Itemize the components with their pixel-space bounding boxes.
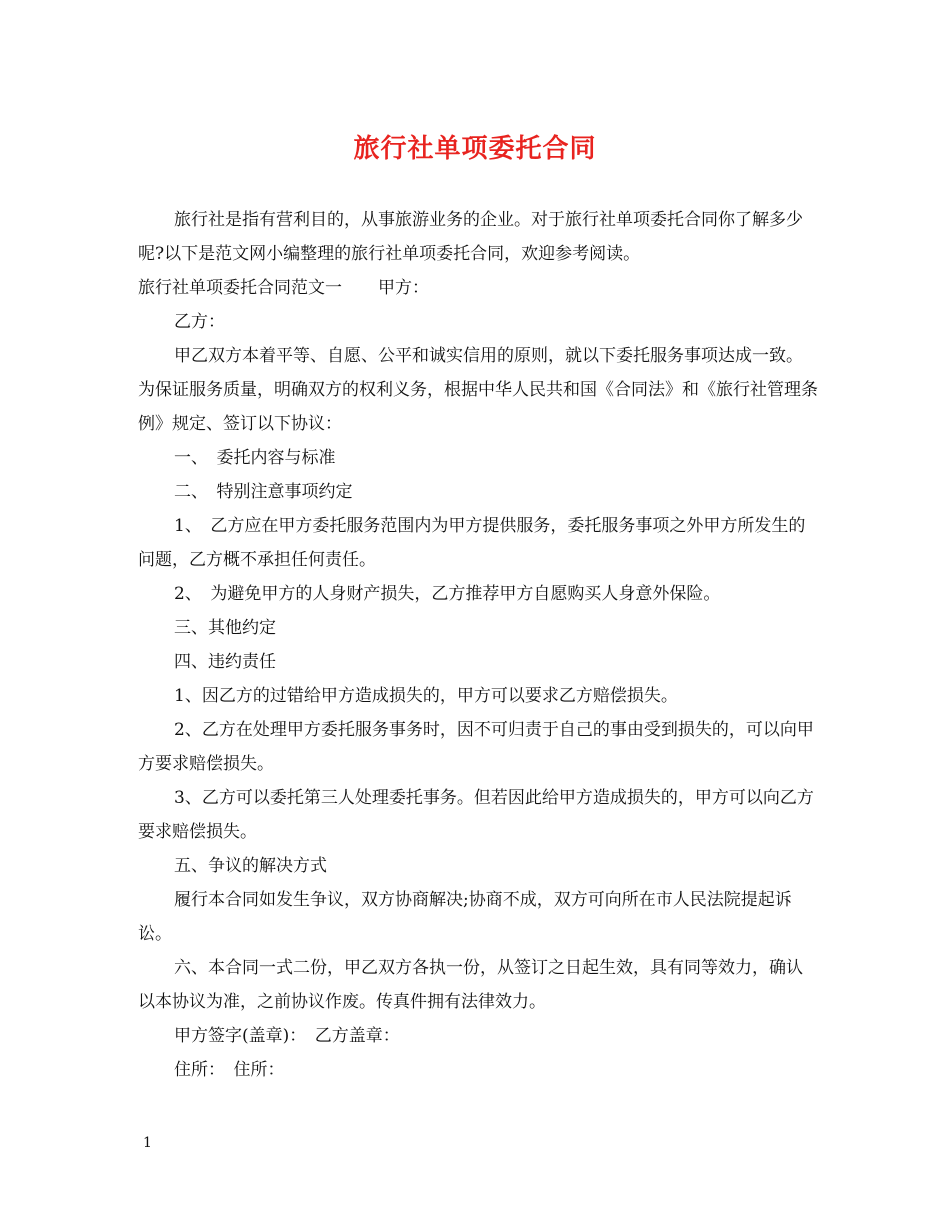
document-title: 旅行社单项委托合同 bbox=[353, 134, 597, 164]
clause-paragraph: 1、因乙方的过错给甲方造成损失的，甲方可以要求乙方赔偿损失。 bbox=[174, 686, 678, 706]
signature-line: 甲方签字(盖章)： 乙方盖章： bbox=[174, 1026, 400, 1046]
party-a-label: 甲方： bbox=[378, 278, 429, 298]
address-line: 住所： 住所： bbox=[174, 1060, 285, 1080]
preamble-paragraph: 甲乙双方本着平等、自愿、公平和诚实信用的原则，就以下委托服务事项达成一致。为保证服务质量，明确双方的权利义务，根据中华人民共和国《合同法》和《旅行社管理条例》规定、签订以下协议： bbox=[138, 346, 818, 434]
section-heading: 二、 特别注意事项约定 bbox=[174, 482, 353, 502]
section-heading: 一、 委托内容与标准 bbox=[174, 448, 336, 468]
page-number: 1 bbox=[143, 1135, 152, 1151]
section-heading: 五、争议的解决方式 bbox=[174, 856, 327, 876]
clause-paragraph: 1、 乙方应在甲方委托服务范围内为甲方提供服务，委托服务事项之外甲方所发生的问题，乙方概不承担任何责任。 bbox=[138, 516, 806, 570]
clause-paragraph: 履行本合同如发生争议，双方协商解决;协商不成，双方可向所在市人民法院提起诉讼。 bbox=[138, 890, 792, 944]
sample-heading: 旅行社单项委托合同范文一 bbox=[138, 278, 342, 298]
section-heading: 四、违约责任 bbox=[174, 652, 276, 672]
sample-heading-line bbox=[138, 271, 818, 305]
intro-paragraph: 旅行社是指有营利目的，从事旅游业务的企业。对于旅行社单项委托合同你了解多少呢?以下是范文网小编整理的旅行社单项委托合同，欢迎参考阅读。 bbox=[138, 210, 803, 264]
party-b-label: 乙方： bbox=[174, 312, 225, 332]
clause-paragraph: 3、乙方可以委托第三人处理委托事务。但若因此给甲方造成损失的，甲方可以向乙方要求赔偿损失。 bbox=[138, 788, 814, 842]
clause-paragraph: 2、 为避免甲方的人身财产损失，乙方推荐甲方自愿购买人身意外保险。 bbox=[174, 584, 721, 604]
section-heading: 三、其他约定 bbox=[174, 618, 276, 638]
clause-paragraph: 2、乙方在处理甲方委托服务事务时，因不可归责于自己的事由受到损失的，可以向甲方要求赔偿损失。 bbox=[138, 720, 814, 774]
clause-paragraph: 六、本合同一式二份，甲乙双方各执一份，从签订之日起生效，具有同等效力，确认以本协议为准，之前协议作废。传真件拥有法律效力。 bbox=[138, 958, 803, 1012]
document-body bbox=[138, 203, 818, 1087]
